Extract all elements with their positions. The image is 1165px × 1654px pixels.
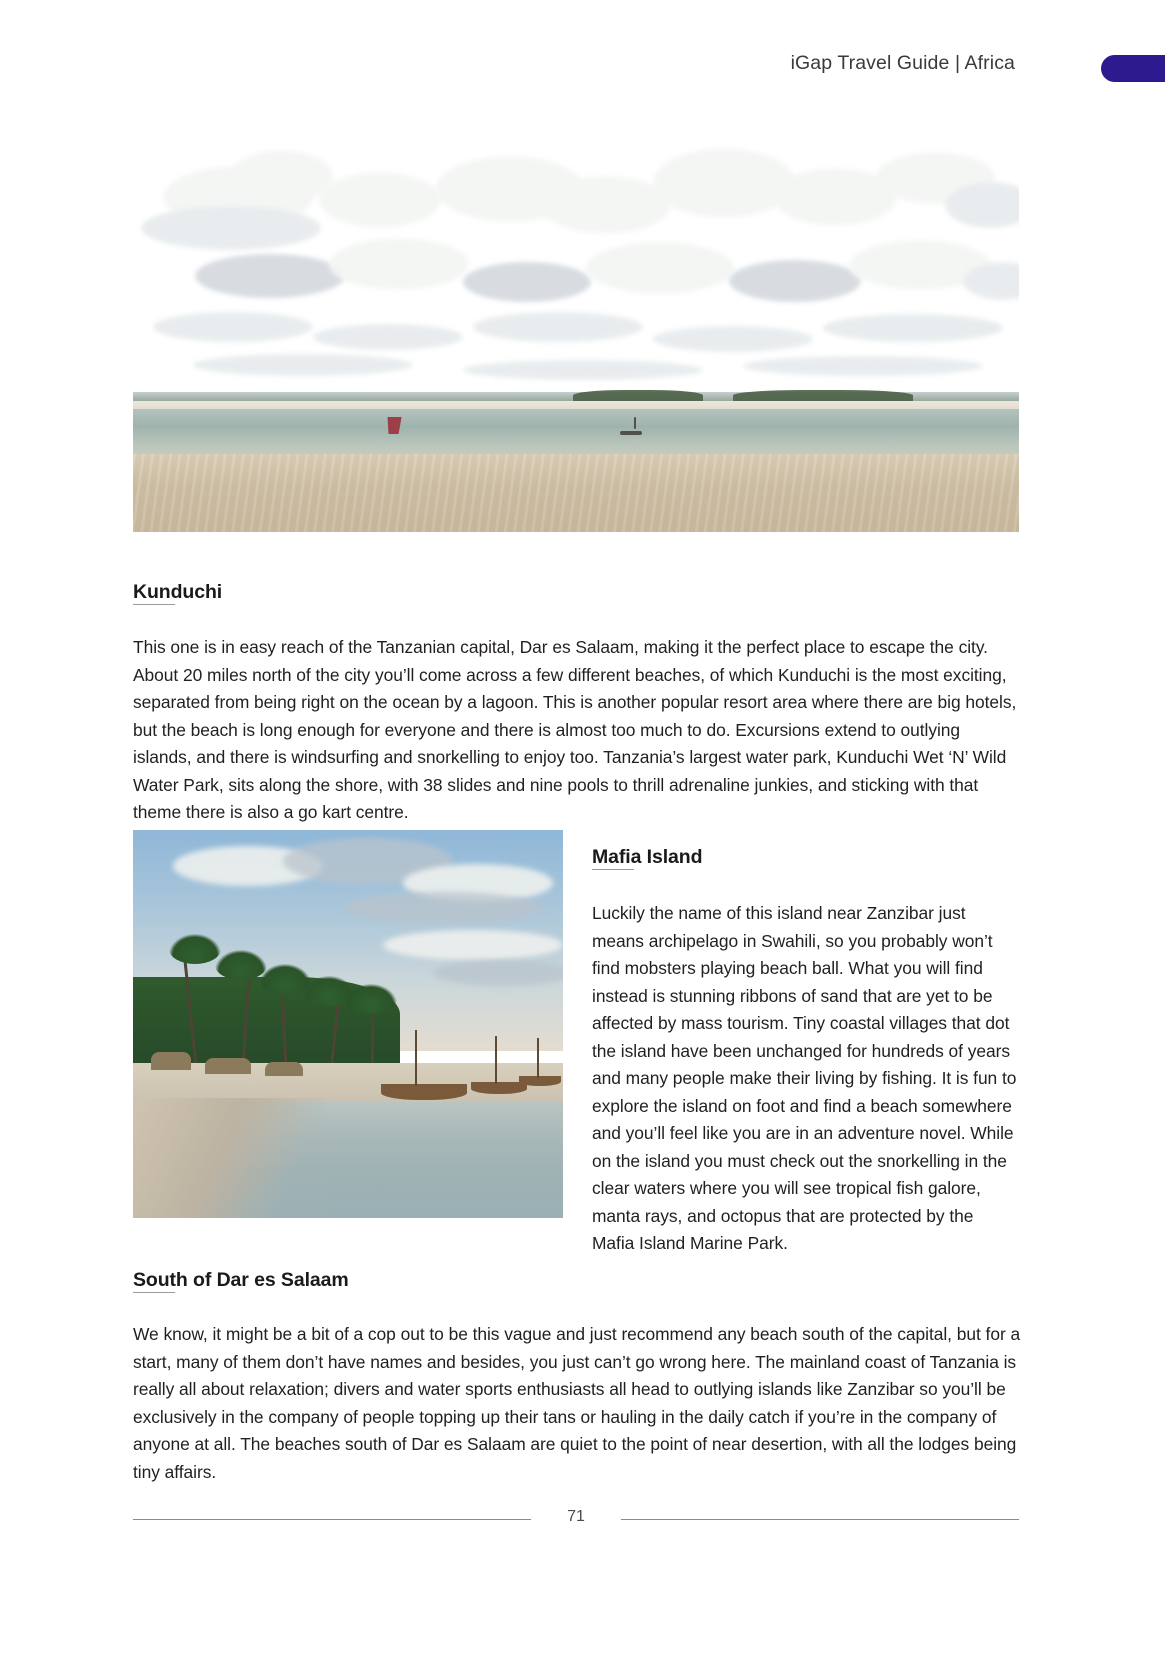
page-footer (133, 1508, 1019, 1530)
cloud-shape (319, 172, 441, 228)
hero-sand (133, 454, 1019, 532)
section-body-mafia-island: Luckily the name of this island near Zanzibar just means archipelago in Swahili, so you probably won’t find mobsters playing beach ball. What you will find instead is stunning ribbons of sand that are yet to be affected by mass tourism. Tiny coastal villages that dot the island have been unchanged for hundreds of years and many people make their living by fishing. It is fun to explore the island on foot and find a beach somewhere and you’ll feel like you are in an adventure novel. While on the island you must check out the snorkelling in the clear waters where you will see tropical fish galore, manta rays, and octopus that are protected by the Mafia Island Marine Park. (592, 903, 1017, 1254)
dhow-mast (495, 1036, 497, 1084)
dhow-boat (519, 1076, 561, 1086)
boat-shape (634, 417, 636, 429)
cloud-shape (729, 260, 861, 302)
dhow-boat (381, 1084, 467, 1100)
palm-tree (169, 934, 221, 964)
cloud-shape (463, 360, 703, 380)
beach-hut (265, 1062, 303, 1076)
heading-rule (133, 1292, 175, 1293)
section-heading-south-of-dar-es-salaam: South of Dar es Salaam (133, 1269, 349, 1292)
section-heading-kunduchi: Kunduchi (133, 581, 223, 604)
cloud-shape (141, 206, 321, 250)
cloud-shape (653, 148, 795, 218)
cloud-shape (463, 262, 591, 302)
cloud-shape (653, 326, 813, 352)
island-wet-sand (133, 1098, 327, 1218)
cloud-shape (329, 238, 469, 290)
section-body-kunduchi: This one is in easy reach of the Tanzanian capital, Dar es Salaam, making it the perfect place to escape the city. About 20 miles north of the city you’ll come across a few different beaches, of which Kunduchi is the most exciting, separated from being right on the ocean by a lagoon. This is another popular resort area where there are big hotels, but the beach is long enough for everyone and there is almost too much to do. Excursions extend to outlying islands, and there is windsurfing and snorkelling to enjoy too. Tanzania’s largest water park, Kunduchi Wet ‘N’ Wild Water Park, sits along the shore, with 38 slides and nine pools to thrill adrenaline junkies, and sticking with that theme there is also a go kart centre. (133, 637, 1017, 823)
cloud-shape (541, 176, 671, 234)
cloud-shape (195, 254, 345, 298)
cloud-shape (193, 354, 413, 376)
windsurfer-sail (384, 417, 401, 434)
header-title: iGap Travel Guide | Africa (790, 52, 1015, 74)
page-header (0, 52, 1165, 86)
cloud-shape (473, 312, 643, 342)
heading-rule (133, 604, 175, 605)
page-number: 71 (567, 1508, 585, 1525)
cloud-shape (823, 314, 1003, 342)
cloud-shape (433, 960, 563, 986)
beach-hut (151, 1052, 191, 1070)
palm-tree (345, 984, 397, 1014)
beach-hut (205, 1058, 251, 1074)
dhow-mast (415, 1030, 417, 1086)
cloud-shape (383, 930, 563, 960)
cloud-shape (343, 892, 543, 924)
cloud-shape (313, 324, 463, 350)
cloud-shape (743, 356, 983, 376)
header-tab-marker (1101, 55, 1165, 82)
boat-shape (620, 431, 642, 435)
cloud-shape (153, 312, 313, 342)
mafia-island-image (133, 830, 563, 1218)
cloud-shape (585, 242, 735, 294)
footer-rule-right (621, 1519, 1019, 1520)
cloud-shape (229, 150, 333, 204)
dhow-boat (471, 1082, 527, 1094)
heading-rule (592, 869, 634, 870)
section-body-south-of-dar-es-salaam: We know, it might be a bit of a cop out to be this vague and just recommend any beach south of the capital, but for a start, many of them don’t have names and besides, you just can’t go wrong here. The mainland coast of Tanzania is really all about relaxation; divers and water sports enthusiasts all head to outlying islands like Zanzibar so you’ll be exclusively in the company of people topping up their tans or hauling in the daily catch if you’re in the company of anyone at all. The beaches south of Dar es Salaam are quiet to the point of near desertion, with all the lodges being tiny affairs. (133, 1324, 1021, 1482)
section-heading-mafia-island: Mafia Island (592, 846, 703, 869)
dhow-mast (537, 1038, 539, 1078)
hero-beach-image (133, 142, 1019, 532)
hero-lagoon (133, 409, 1019, 460)
